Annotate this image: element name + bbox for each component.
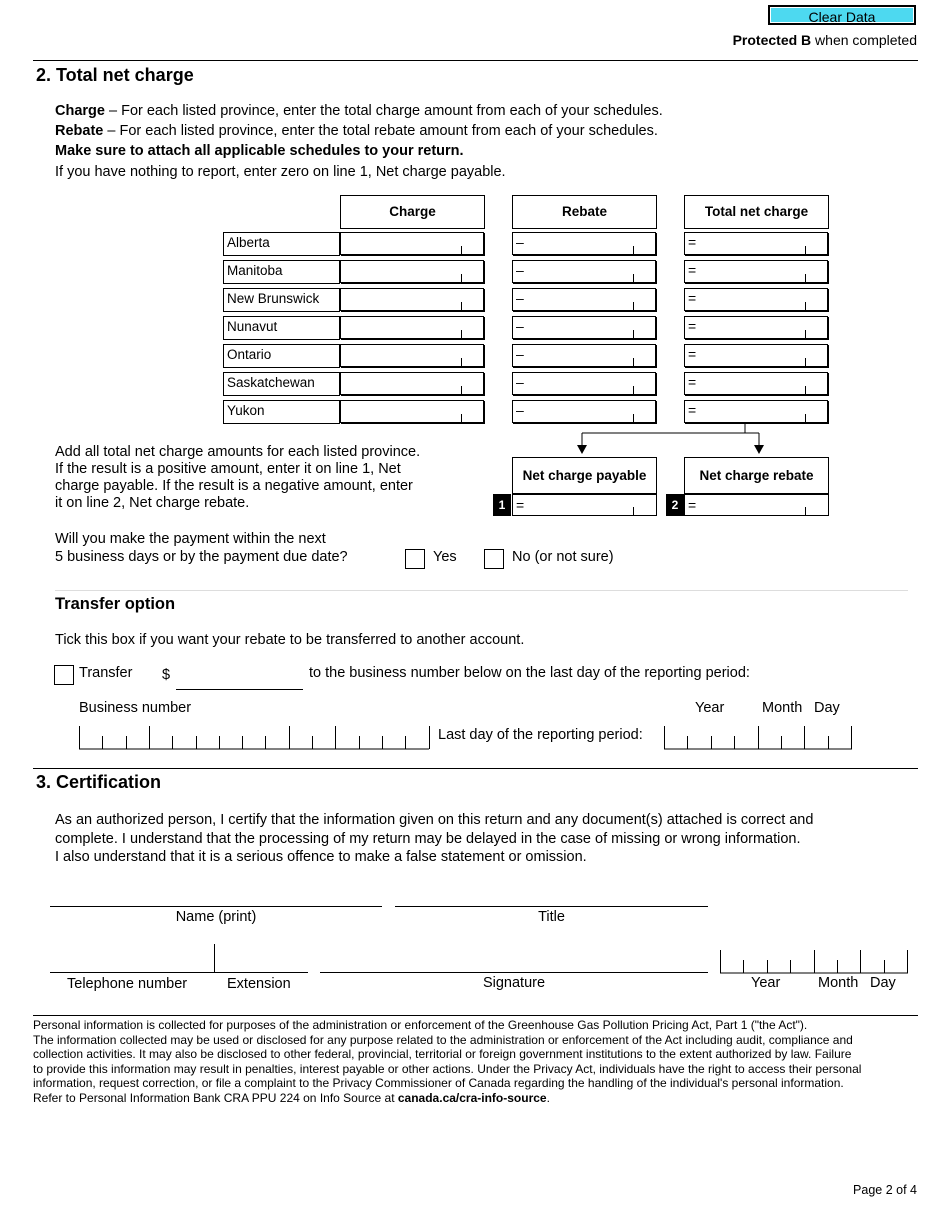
- column-header-charge: Charge: [340, 195, 485, 229]
- rebate-field[interactable]: [512, 316, 656, 339]
- add-instruction-line: Add all total net charge amounts for each listed province.: [55, 444, 421, 460]
- title-label: Title: [538, 909, 565, 925]
- minus-sign: –: [516, 318, 524, 334]
- protected-rest: when completed: [811, 32, 917, 48]
- dollar-sign: $: [162, 667, 171, 683]
- privacy-line: collection activities. It may also be disclosed to other federal, provincial, territorial or foreign government institutions to the extent authorized by law. Failure: [33, 1047, 852, 1061]
- net-charge-rebate-field[interactable]: [684, 494, 829, 516]
- protected-notice: [733, 32, 917, 48]
- zero-note: If you have nothing to report, enter zero on line 1, Net charge payable.: [55, 164, 506, 180]
- rebate-bold: Rebate: [55, 123, 104, 139]
- privacy-line: [33, 1091, 918, 1106]
- charge-field[interactable]: [340, 372, 484, 395]
- add-instruction-line: If the result is a positive amount, enter it on line 1, Net: [55, 461, 401, 477]
- rebate-field[interactable]: [512, 344, 656, 367]
- charge-note: [55, 101, 663, 121]
- certification-date-input[interactable]: [720, 948, 910, 976]
- line-2-badge: 2: [666, 494, 684, 516]
- transfer-to-text: to the business number below on the last day of the reporting period:: [309, 665, 750, 681]
- month-label: Month: [762, 700, 803, 716]
- minus-sign: –: [516, 234, 524, 250]
- add-instruction-line: charge payable. If the result is a negative amount, enter: [55, 478, 413, 494]
- cert-month-label: Month: [818, 975, 859, 991]
- info-source-link[interactable]: canada.ca/cra-info-source: [397, 1090, 547, 1105]
- transfer-amount-input[interactable]: [176, 671, 303, 690]
- net-charge-payable-header: Net charge payable: [512, 457, 657, 494]
- year-label: Year: [695, 700, 725, 716]
- total-field[interactable]: [684, 400, 828, 423]
- privacy-line: to provide this information may result in penalties, interest payable or other actions. Under the Privacy Act, individuals have the right to access their personal: [33, 1061, 862, 1076]
- charge-field[interactable]: [340, 316, 484, 339]
- equals-sign: =: [688, 318, 697, 334]
- equals-sign: =: [688, 497, 697, 513]
- province-label: Manitoba: [223, 260, 340, 284]
- divider: [33, 768, 918, 769]
- privacy-prefix: Refer to Personal Information Bank CRA PPU 224 on Info Source at: [33, 1090, 398, 1105]
- business-number-input[interactable]: [79, 724, 431, 752]
- total-field[interactable]: [684, 232, 828, 255]
- province-label: Saskatchewan: [223, 372, 340, 396]
- total-field[interactable]: [684, 372, 828, 395]
- light-divider: [55, 590, 908, 591]
- divider: [33, 60, 918, 61]
- charge-field[interactable]: [340, 288, 484, 311]
- line-1-badge: 1: [493, 494, 511, 516]
- equals-sign: =: [688, 290, 697, 306]
- privacy-notice: [33, 1018, 918, 1105]
- yes-checkbox[interactable]: [405, 549, 425, 569]
- section-3-title: 3. Certification: [36, 772, 162, 792]
- charge-bold: Charge: [55, 103, 105, 119]
- name-label: Name (print): [175, 909, 257, 925]
- transfer-instruction: Tick this box if you want your rebate to be transferred to another account.: [55, 632, 525, 648]
- payment-question-line: Will you make the payment within the next: [55, 531, 326, 547]
- day-label: Day: [814, 700, 840, 716]
- minus-sign: –: [516, 290, 524, 306]
- column-header-total: Total net charge: [684, 195, 829, 229]
- rebate-note: [55, 121, 658, 141]
- charge-text: – For each listed province, enter the total charge amount from each of your schedules.: [104, 103, 663, 119]
- cert-day-label: Day: [870, 975, 896, 991]
- province-label: Alberta: [223, 232, 340, 256]
- minus-sign: –: [516, 346, 524, 362]
- transfer-checkbox[interactable]: [54, 665, 74, 685]
- extension-label: Extension: [227, 976, 291, 992]
- net-charge-rebate-header: Net charge rebate: [684, 457, 829, 494]
- minus-sign: –: [516, 402, 524, 418]
- rebate-text: – For each listed province, enter the total rebate amount from each of your schedules.: [103, 123, 658, 139]
- column-header-rebate: Rebate: [512, 195, 657, 229]
- charge-field[interactable]: [340, 400, 484, 423]
- total-field[interactable]: [684, 316, 828, 339]
- rebate-field[interactable]: [512, 400, 656, 423]
- rebate-field[interactable]: [512, 260, 656, 283]
- name-input[interactable]: [50, 906, 382, 907]
- title-input[interactable]: [395, 906, 708, 907]
- equals-sign: =: [688, 402, 697, 418]
- privacy-line: information, request correction, or file a complaint to the Privacy Commissioner of Canada regarding the handling of the individual's personal information.: [33, 1076, 844, 1090]
- page-number: Page 2 of 4: [853, 1183, 917, 1197]
- signature-input[interactable]: [320, 972, 708, 973]
- clear-data-button[interactable]: Clear Data: [768, 5, 916, 25]
- section-2-title: 2. Total net charge: [36, 65, 194, 85]
- telephone-input[interactable]: [50, 972, 214, 973]
- rebate-field[interactable]: [512, 288, 656, 311]
- minus-sign: –: [516, 374, 524, 390]
- total-field[interactable]: [684, 260, 828, 283]
- equals-sign: =: [688, 234, 697, 250]
- last-day-label: Last day of the reporting period:: [438, 727, 643, 743]
- phone-separator: [214, 944, 215, 972]
- transfer-label: Transfer: [79, 665, 133, 681]
- province-label: Yukon: [223, 400, 340, 424]
- cert-line: As an authorized person, I certify that the information given on this return and any document(s) attached is correct and: [55, 812, 814, 828]
- add-instruction-line: it on line 2, Net charge rebate.: [55, 495, 250, 511]
- charge-field[interactable]: [340, 344, 484, 367]
- privacy-line: Personal information is collected for purposes of the administration or enforcement of the Greenhouse Gas Pollution Pricing Act, Part 1 ("the Act").: [33, 1018, 808, 1032]
- equals-sign: =: [688, 262, 697, 278]
- divider: [33, 1015, 918, 1016]
- equals-sign: =: [688, 374, 697, 390]
- protected-bold: Protected B: [732, 32, 812, 48]
- reporting-date-input[interactable]: [664, 724, 854, 752]
- rebate-field[interactable]: [512, 232, 656, 255]
- yes-label: Yes: [433, 549, 457, 565]
- add-instruction: [55, 444, 420, 512]
- attach-note: Make sure to attach all applicable schedules to your return.: [55, 143, 464, 159]
- cert-line: I also understand that it is a serious offence to make a false statement or omission.: [55, 849, 587, 865]
- certification-text: [55, 811, 813, 867]
- telephone-label: Telephone number: [67, 976, 188, 992]
- charge-field[interactable]: [340, 260, 484, 283]
- equals-sign: =: [688, 346, 697, 362]
- no-checkbox[interactable]: [484, 549, 504, 569]
- privacy-suffix: .: [546, 1090, 550, 1105]
- charge-field[interactable]: [340, 232, 484, 255]
- summary-arrows: [570, 423, 770, 457]
- signature-label: Signature: [482, 975, 546, 991]
- cert-line: complete. I understand that the processing of my return may be delayed in the case of missing or wrong information.: [55, 830, 801, 847]
- cert-year-label: Year: [751, 975, 781, 991]
- payment-question-line: 5 business days or by the payment due date?: [55, 549, 348, 565]
- transfer-title: Transfer option: [55, 595, 176, 613]
- privacy-line: The information collected may be used or disclosed for any purpose related to the administration or enforcement of the Act including audit, compliance and: [33, 1032, 853, 1047]
- extension-input[interactable]: [214, 972, 308, 973]
- total-field[interactable]: [684, 288, 828, 311]
- province-label: Nunavut: [223, 316, 340, 340]
- minus-sign: –: [516, 262, 524, 278]
- province-label: Ontario: [223, 344, 340, 368]
- no-label: No (or not sure): [512, 549, 614, 565]
- business-number-label: Business number: [79, 700, 192, 716]
- payment-question: [55, 530, 348, 566]
- province-label: New Brunswick: [223, 288, 340, 312]
- net-charge-payable-field[interactable]: [512, 494, 657, 516]
- rebate-field[interactable]: [512, 372, 656, 395]
- total-field[interactable]: [684, 344, 828, 367]
- equals-sign: =: [516, 497, 525, 513]
